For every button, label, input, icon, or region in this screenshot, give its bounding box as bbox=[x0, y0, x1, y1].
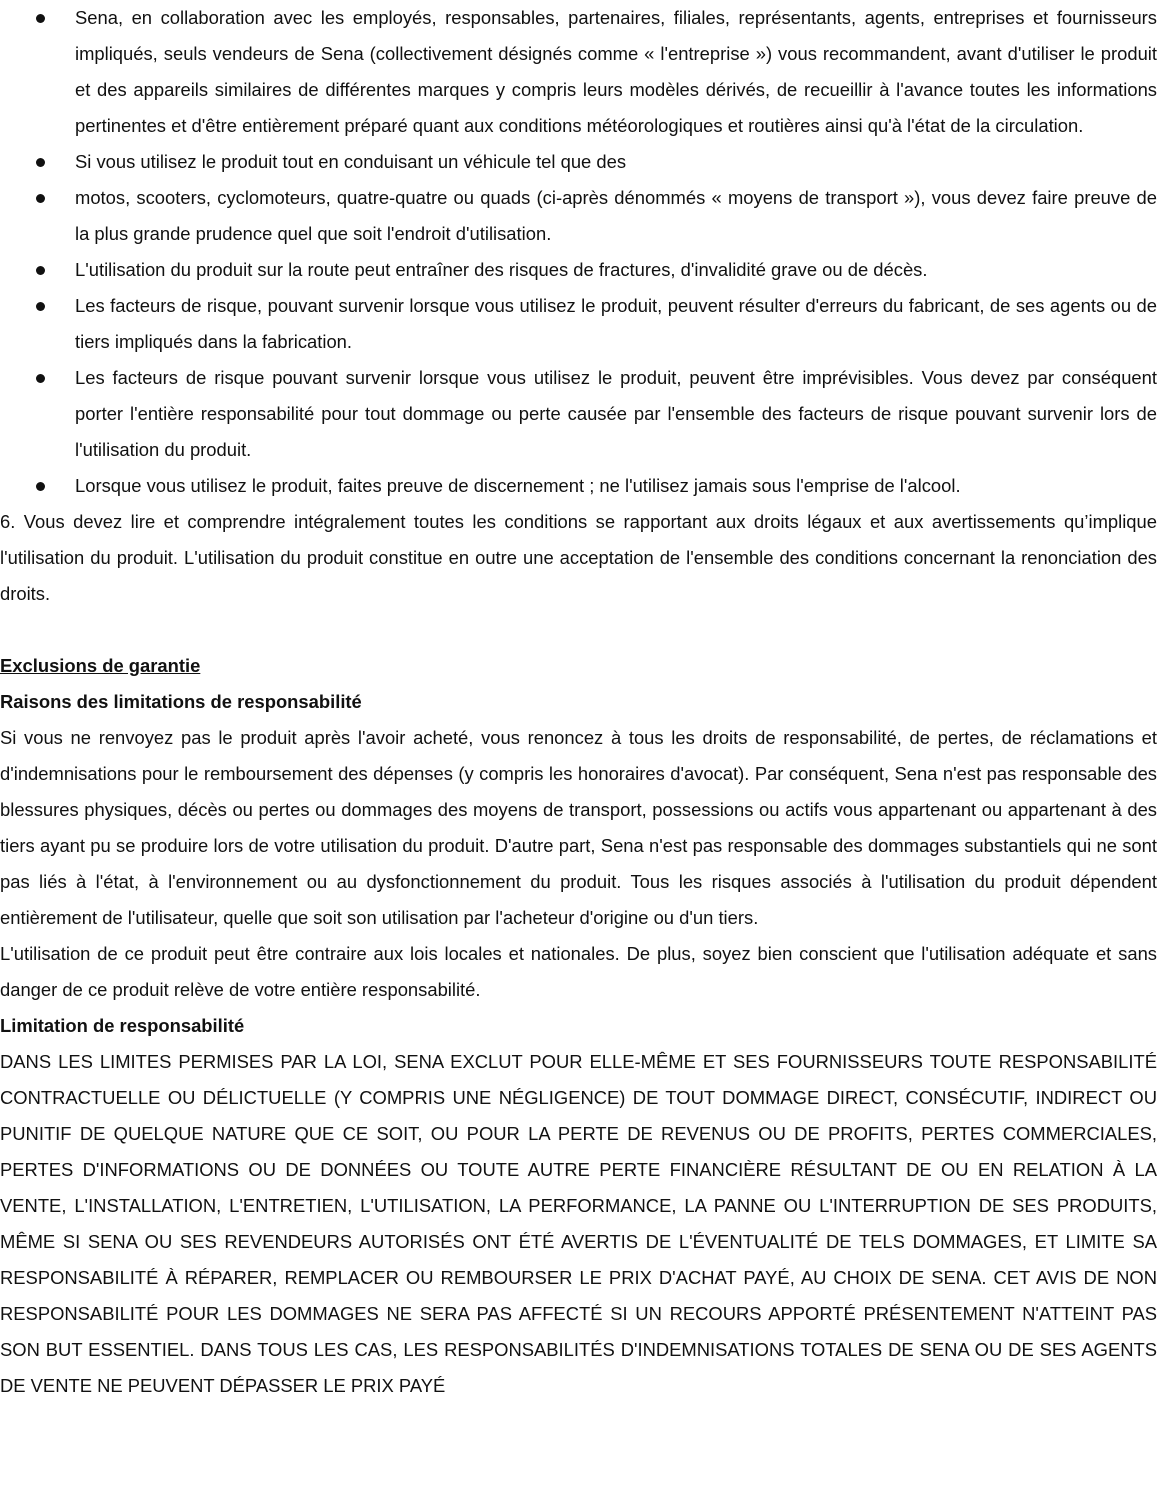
list-item bbox=[0, 360, 1157, 468]
bullet-icon bbox=[36, 158, 45, 167]
bullet-icon bbox=[36, 266, 45, 275]
section-spacer bbox=[0, 612, 1157, 648]
list-item-text: Sena, en collaboration avec les employés, responsables, partenaires, filiales, représentants, agents, entreprises et fournisseurs impliqués, seuls vendeurs de Sena (collectivement désignés comme « l'entreprise ») vous recommandent, avant d'utiliser le produit et des appareils similaires de différentes marques y compris leurs modèles dérivés, de recueillir à l'avance toutes les informations pertinentes et d'être entièrement préparé quant aux conditions météorologiques et routières ainsi qu'à l'état de la circulation. bbox=[75, 7, 1157, 136]
list-item bbox=[0, 252, 1157, 288]
list-item-text: Si vous utilisez le produit tout en conduisant un véhicule tel que des bbox=[75, 151, 627, 172]
bullet-icon bbox=[36, 374, 45, 383]
liability-reasons-paragraph-2: L'utilisation de ce produit peut être contraire aux lois locales et nationales. De plus, soyez bien conscient que l'utilisation adéquate et sans danger de ce produit relève de votre entière responsabilité. bbox=[0, 943, 1157, 1000]
limitation-paragraph: DANS LES LIMITES PERMISES PAR LA LOI, SENA EXCLUT POUR ELLE-MÊME ET SES FOURNISSEURS TOUTE RESPONSABILITÉ CONTRACTUELLE OU DÉLICTUELLE (Y COMPRIS UNE NÉGLIGENCE) DE TOUT DOMMAGE DIRECT, CONSÉCUTIF, INDIRECT OU PUNITIF DE QUELQUE NATURE QUE CE SOIT, OU POUR LA PERTE DE REVENUS OU DE PROFITS, PERTES COMMERCIALES, PERTES D'INFORMATIONS OU DE DONNÉES OU TOUTE AUTRE PERTE FINANCIÈRE RÉSULTANT DE OU EN RELATION À LA VENTE, L'INSTALLATION, L'ENTRETIEN, L'UTILISATION, LA PERFORMANCE, LA PANNE OU L'INTERRUPTION DE SES PRODUITS, MÊME SI SENA OU SES REVENDEURS AUTORISÉS ONT ÉTÉ AVERTIS DE L'ÉVENTUALITÉ DE TELS DOMMAGES, ET LIMITE SA RESPONSABILITÉ À RÉPARER, REMPLACER OU REMBOURSER LE PRIX D'ACHAT PAYÉ, AU CHOIX DE SENA. CET AVIS DE NON RESPONSABILITÉ POUR LES DOMMAGES NE SERA PAS AFFECTÉ SI UN RECOURS APPORTÉ PRÉSENTEMENT N'ATTEINT PAS SON BUT ESSENTIEL. DANS TOUS LES CAS, LES RESPONSABILITÉS D'INDEMNISATIONS TOTALES DE SENA OU DE SES AGENTS DE VENTE NE PEUVENT DÉPASSER LE PRIX PAYÉ bbox=[0, 1051, 1157, 1396]
warranty-exclusions-title: Exclusions de garantie bbox=[0, 655, 201, 676]
bullet-icon bbox=[36, 194, 45, 203]
list-item bbox=[0, 180, 1157, 252]
list-item bbox=[0, 468, 1157, 504]
bullet-icon bbox=[36, 482, 45, 491]
list-item-text: L'utilisation du produit sur la route peut entraîner des risques de fractures, d'invalidité grave ou de décès. bbox=[75, 259, 928, 280]
list-item bbox=[0, 288, 1157, 360]
list-item-text: motos, scooters, cyclomoteurs, quatre-quatre ou quads (ci-après dénommés « moyens de transport »), vous devez faire preuve de la plus grande prudence quel que soit l'endroit d'utilisation. bbox=[75, 187, 1157, 244]
liability-reasons-heading: Raisons des limitations de responsabilité bbox=[0, 691, 362, 712]
list-item-text: Les facteurs de risque, pouvant survenir lorsque vous utilisez le produit, peuvent résulter d'erreurs du fabricant, de ses agents ou de tiers impliqués dans la fabrication. bbox=[75, 295, 1157, 352]
bullet-icon bbox=[36, 302, 45, 311]
list-item bbox=[0, 0, 1157, 144]
list-item-text: Les facteurs de risque pouvant survenir lorsque vous utilisez le produit, peuvent être imprévisibles. Vous devez par conséquent porter l'entière responsabilité pour tout dommage ou perte causée par l'ensemble des facteurs de risque pouvant survenir lors de l'utilisation du produit. bbox=[75, 367, 1157, 460]
list-item bbox=[0, 144, 1157, 180]
bullet-list bbox=[0, 0, 1157, 504]
item-6-paragraph: 6. Vous devez lire et comprendre intégralement toutes les conditions se rapportant aux droits légaux et aux avertissements qu’implique l'utilisation du produit. L'utilisation du produit constitue en outre une acceptation de l'ensemble des conditions concernant la renonciation des droits. bbox=[0, 511, 1157, 604]
liability-reasons-paragraph-1: Si vous ne renvoyez pas le produit après l'avoir acheté, vous renoncez à tous les droits de responsabilité, de pertes, de réclamations et d'indemnisations pour le remboursement des dépenses (y compris les honoraires d'avocat). Par conséquent, Sena n'est pas responsable des blessures physiques, décès ou pertes ou dommages des moyens de transport, possessions ou actifs vous appartenant ou appartenant à des tiers ayant pu se produire lors de votre utilisation du produit. D'autre part, Sena n'est pas responsable des dommages substantiels qui ne sont pas liés à l'état, à l'environnement ou au dysfonctionnement du produit. Tous les risques associés à l'utilisation du produit dépendent entièrement de l'utilisateur, quelle que soit son utilisation par l'acheteur d'origine ou d'un tiers. bbox=[0, 727, 1157, 928]
limitation-heading: Limitation de responsabilité bbox=[0, 1015, 245, 1036]
list-item-text: Lorsque vous utilisez le produit, faites preuve de discernement ; ne l'utilisez jamais sous l'emprise de l'alcool. bbox=[75, 475, 961, 496]
bullet-icon bbox=[36, 14, 45, 23]
